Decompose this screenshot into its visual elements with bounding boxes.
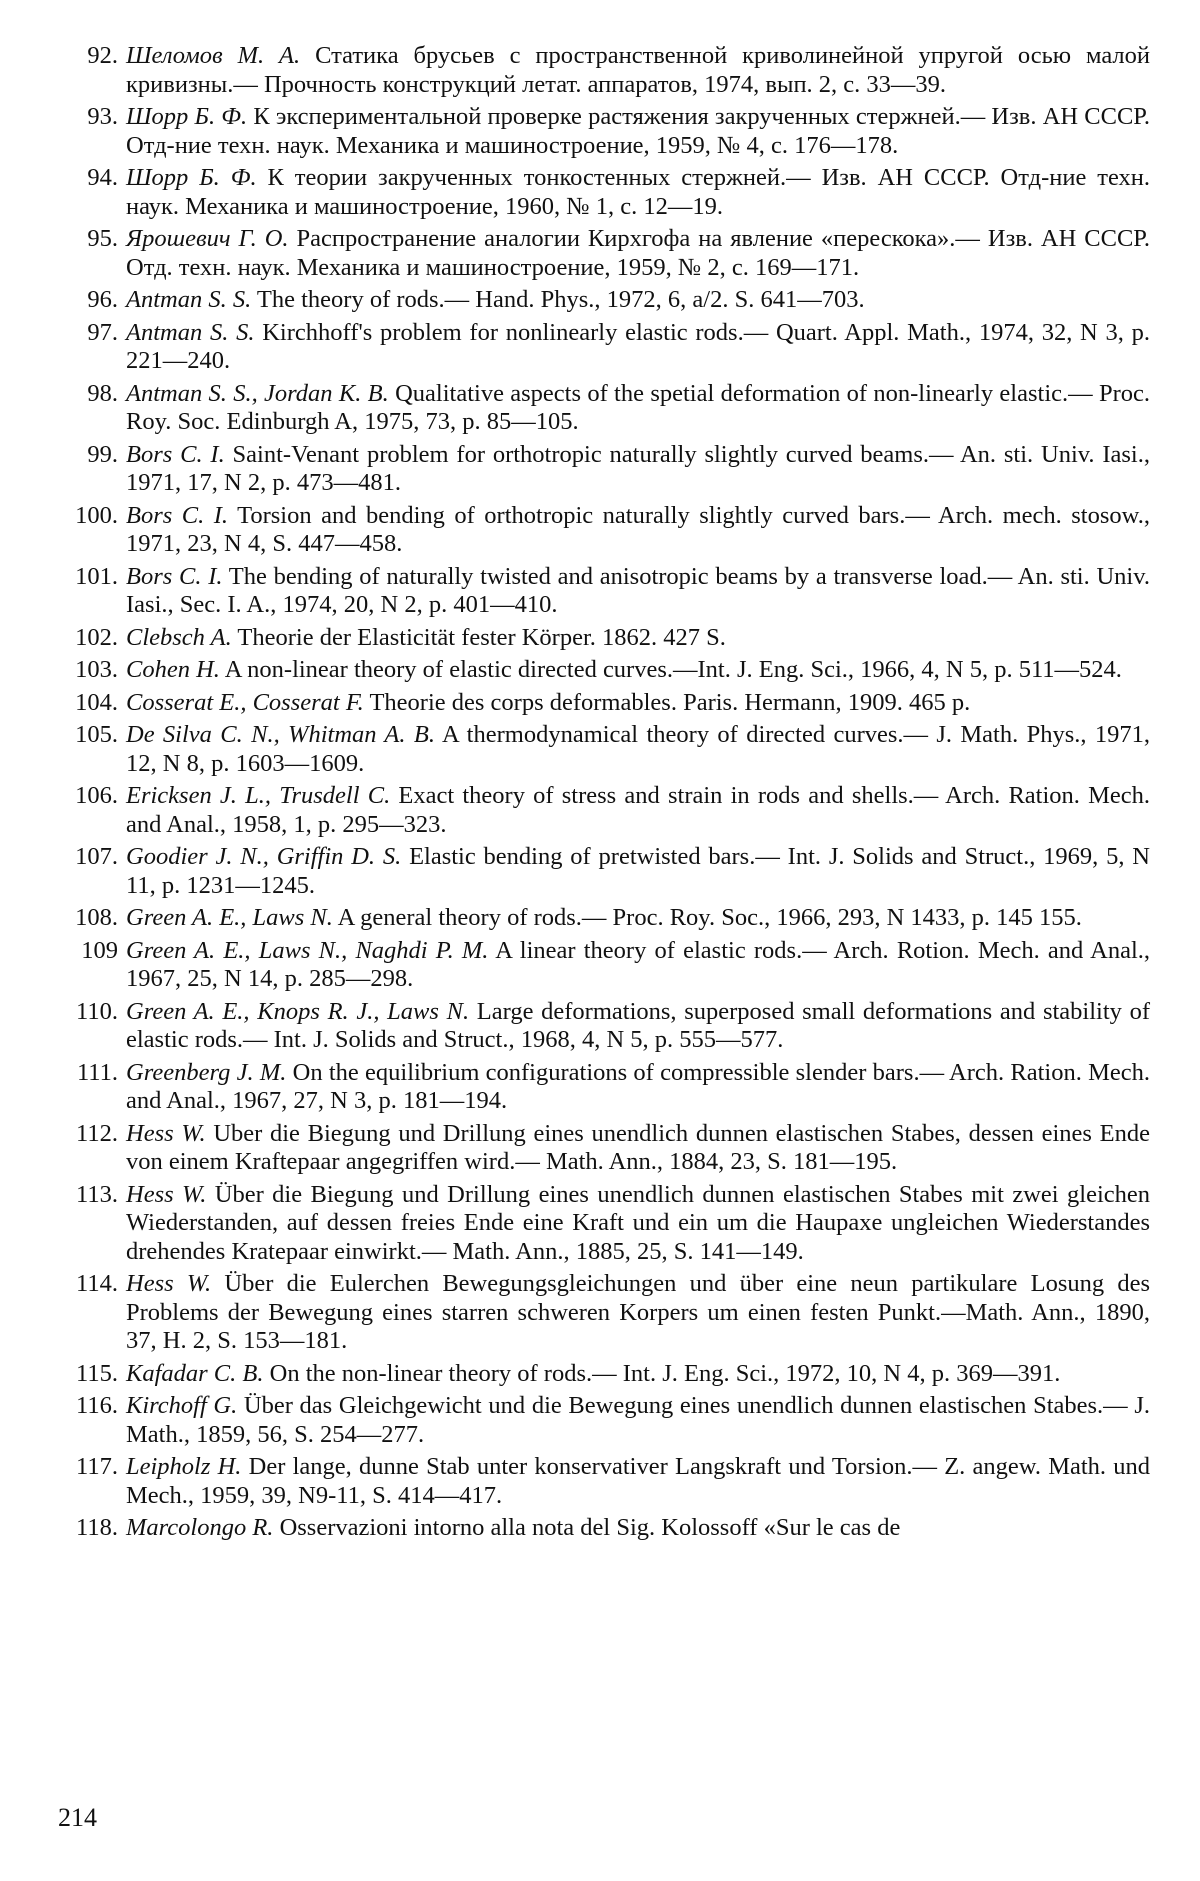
reference-number: 112.	[76, 1119, 118, 1147]
reference-text	[50, 721, 1150, 778]
reference-text	[50, 1392, 1150, 1449]
reference-author: Cohen H.	[126, 656, 220, 683]
reference-number: 118.	[76, 1514, 118, 1541]
reference-number: 97.	[87, 318, 118, 346]
reference-author: Bors C. I.	[126, 501, 229, 529]
reference-citation: The bending of naturally twisted and anisotropic beams by a transverse load.— An. sti. Univ. Iasi., Sec. I. A., 1974, 20, N 2, p. 401—410.	[126, 562, 1150, 618]
reference-number: 113.	[76, 1180, 118, 1208]
reference-text	[50, 1120, 1150, 1177]
reference-number: 105.	[75, 721, 118, 748]
reference-item	[50, 103, 1150, 160]
reference-item	[50, 380, 1150, 437]
reference-item	[50, 624, 1150, 653]
reference-citation: Elastic bending of pretwisted bars.— Int. J. Solids and Struct., 1969, 5, N 11, p. 1231—1245.	[126, 843, 1151, 899]
reference-item	[50, 441, 1150, 498]
reference-item	[50, 721, 1150, 778]
reference-text	[50, 656, 1150, 685]
reference-author: Clebsch A.	[126, 623, 232, 651]
reference-citation: Kirchhoff's problem for nonlinearly elastic rods.— Quart. Appl. Math., 1974, 32, N 3, p. 221—240.	[126, 318, 1150, 374]
reference-text	[50, 502, 1150, 559]
reference-citation: A linear theory of elastic rods.— Arch. Rotion. Mech. and Anal., 1967, 25, N 14, p. 285—298.	[126, 936, 1151, 992]
reference-citation: A general theory of rods.— Proc. Roy. Soc., 1966, 293, N 1433, p. 145 155.	[332, 904, 1082, 931]
reference-author: Goodier J. N., Griffin D. S.	[126, 843, 402, 870]
reference-text	[50, 1360, 1150, 1389]
reference-number: 107.	[75, 843, 118, 870]
reference-author: Bors C. I.	[126, 440, 225, 468]
reference-item	[50, 843, 1150, 900]
reference-item	[50, 563, 1150, 620]
reference-number: 102.	[75, 623, 118, 651]
reference-author: Шеломов М. А.	[126, 42, 301, 69]
reference-item	[50, 937, 1150, 994]
reference-citation: Large deformations, superposed small deformations and stability of elastic rods.— Int. J. Solids and Struct., 1968, 4, N 5, p. 555—577.	[126, 997, 1150, 1053]
reference-citation: Theorie des corps deformables. Paris. Hermann, 1909. 465 p.	[363, 688, 971, 716]
reference-number: 115.	[76, 1359, 118, 1387]
reference-number: 99.	[87, 440, 118, 468]
reference-author: Green A. E., Laws N.	[126, 904, 333, 931]
reference-text	[50, 689, 1150, 718]
reference-number: 96.	[87, 286, 118, 313]
reference-number: 106.	[75, 782, 118, 809]
reference-text	[50, 563, 1150, 620]
reference-citation: Über das Gleichgewicht und die Bewegung eines unendlich dunnen elastischen Stabes.— J. Math., 1859, 56, S. 254—277.	[126, 1392, 1150, 1448]
reference-text	[50, 103, 1150, 160]
reference-author: Antman S. S.	[126, 318, 255, 346]
reference-citation: Exact theory of stress and strain in rods and shells.— Arch. Ration. Mech. and Anal., 1958, 1, p. 295—323.	[126, 782, 1151, 838]
reference-author: Bors C. I.	[126, 562, 223, 590]
reference-text	[50, 380, 1150, 437]
reference-item	[50, 42, 1150, 99]
reference-text	[50, 937, 1150, 994]
reference-number: 110.	[76, 997, 118, 1025]
reference-text	[50, 998, 1150, 1055]
reference-citation: The theory of rods.— Hand. Phys., 1972, 6, a/2. S. 641—703.	[251, 286, 865, 313]
reference-number: 92.	[87, 42, 118, 69]
reference-text	[50, 1514, 1150, 1543]
reference-citation: Torsion and bending of orthotropic naturally slightly curved bars.— Arch. mech. stosow., 1971, 23, N 4, S. 447—458.	[126, 501, 1150, 557]
reference-item	[50, 904, 1150, 933]
reference-author: Marcolongo R.	[126, 1514, 274, 1541]
reference-author: Шорр Б. Ф.	[126, 164, 257, 191]
page-number: 214	[58, 1803, 97, 1832]
reference-number: 104.	[75, 688, 118, 716]
reference-text	[50, 1059, 1150, 1116]
reference-text	[50, 1453, 1150, 1510]
reference-citation: On the non-linear theory of rods.— Int. J. Eng. Sci., 1972, 10, N 4, p. 369—391.	[263, 1359, 1061, 1387]
reference-text	[50, 42, 1150, 99]
reference-item	[50, 164, 1150, 221]
reference-item	[50, 225, 1150, 282]
reference-text	[50, 1270, 1150, 1356]
reference-list	[50, 42, 1150, 1547]
reference-citation: A non-linear theory of elastic directed curves.—Int. J. Eng. Sci., 1966, 4, N 5, p. 511—524.	[219, 656, 1122, 683]
reference-item	[50, 689, 1150, 718]
reference-citation: Der lange, dunne Stab unter konservativer Langskraft und Torsion.— Z. angew. Math. und Mech., 1959, 39, N9-11, S. 414—417.	[126, 1453, 1150, 1509]
reference-author: Kafadar C. B.	[126, 1359, 264, 1387]
reference-citation: Über die Biegung und Drillung eines unendlich dunnen elastischen Stabes mit zwei gleichen Wiederstanden, auf dessen freies Ende eine Kraft und ein um die Haupaxe ungleichen Wiederstandes drehendes Kratepaar einwirkt.— Math. Ann., 1885, 25, S. 141—149.	[126, 1180, 1151, 1265]
reference-number: 95.	[87, 225, 118, 252]
reference-citation: Uber die Biegung und Drillung eines unendlich dunnen elastischen Stabes, dessen eines Ende von einem Kraftepaar angegriffen wird.— Math. Ann., 1884, 23, S. 181—195.	[126, 1119, 1151, 1175]
reference-author: Leipholz H.	[126, 1453, 242, 1480]
reference-item	[50, 1059, 1150, 1116]
reference-text	[50, 1181, 1150, 1267]
reference-number: 114.	[76, 1270, 118, 1297]
reference-citation: К экспериментальной проверке растяжения закрученных стержней.— Изв. АН СССР. Отд-ние техн. наук. Механика и машиностроение, 1959, № 4, с. 176—178.	[126, 103, 1150, 159]
reference-author: Antman S. S.	[126, 286, 252, 313]
reference-number: 116.	[76, 1392, 118, 1419]
reference-number: 100.	[75, 501, 118, 529]
reference-citation: A thermodynamical theory of directed curves.— J. Math. Phys., 1971, 12, N 8, p. 1603—1609.	[126, 721, 1150, 777]
reference-item	[50, 502, 1150, 559]
reference-number: 117.	[76, 1453, 118, 1480]
reference-item	[50, 1120, 1150, 1177]
reference-citation: Über die Eulerchen Bewegungsgleichungen und über eine neun partikulare Losung des Problems der Bewegung eines starren schweren Korpers um einen festen Punkt.—Math. Ann., 1890, 37, H. 2, S. 153—181.	[126, 1270, 1151, 1354]
reference-citation: Saint-Venant problem for orthotropic naturally slightly curved beams.— An. sti. Univ. Iasi., 1971, 17, N 2, p. 473—481.	[126, 440, 1150, 496]
reference-author: Green A. E., Knops R. J., Laws N.	[126, 997, 470, 1025]
reference-item	[50, 998, 1150, 1055]
reference-number: 93.	[87, 103, 118, 130]
reference-number: 103.	[75, 656, 118, 683]
reference-number: 109	[81, 936, 118, 964]
reference-item	[50, 656, 1150, 685]
reference-text	[50, 782, 1150, 839]
reference-text	[50, 441, 1150, 498]
reference-author: Hess W.	[126, 1119, 206, 1147]
reference-text	[50, 286, 1150, 315]
reference-text	[50, 843, 1150, 900]
reference-author: Cosserat E., Cosserat F.	[126, 688, 364, 716]
reference-citation: Qualitative aspects of the spetial deformation of non-linearly elastic.— Proc. Roy. Soc. Edinburgh A, 1975, 73, p. 85—105.	[126, 379, 1150, 435]
reference-number: 101.	[75, 562, 118, 590]
reference-author: Kirchoff G.	[126, 1392, 238, 1419]
reference-citation: Theorie der Elasticität fester Körper. 1862. 427 S.	[231, 623, 726, 651]
reference-author: Green A. E., Laws N., Naghdi P. M.	[126, 936, 489, 964]
reference-item	[50, 1181, 1150, 1267]
reference-number: 108.	[75, 904, 118, 931]
reference-citation: К теории закрученных тонкостенных стержней.— Изв. АН СССР. Отд-ние техн. наук. Механика и машиностроение, 1960, № 1, с. 12—19.	[126, 164, 1150, 220]
reference-citation: Статика брусьев с пространственной криволинейной упругой осью малой кривизны.— Прочность конструкций летат. аппаратов, 1974, вып. 2, с. 33—39.	[126, 42, 1150, 98]
reference-author: Hess W.	[126, 1180, 207, 1208]
reference-text	[50, 164, 1150, 221]
reference-citation: On the equilibrium configurations of compressible slender bars.— Arch. Ration. Mech. and Anal., 1967, 27, N 3, p. 181—194.	[126, 1058, 1150, 1114]
reference-author: De Silva C. N., Whitman A. B.	[126, 721, 435, 748]
reference-text	[50, 319, 1150, 376]
reference-number: 98.	[87, 379, 118, 407]
reference-item	[50, 1392, 1150, 1449]
reference-number: 111.	[76, 1058, 118, 1086]
reference-text	[50, 904, 1150, 933]
reference-item	[50, 319, 1150, 376]
reference-citation: Распространение аналогии Кирхгофа на явление «перескока».— Изв. АН СССР. Отд. техн. наук. Механика и машиностроение, 1959, № 2, с. 169—171.	[126, 225, 1150, 281]
reference-citation: Osservazioni intorno alla nota del Sig. Kolossoff «Sur le cas de	[273, 1514, 901, 1541]
reference-author: Ericksen J. L., Trusdell C.	[126, 782, 391, 809]
reference-item	[50, 1360, 1150, 1389]
reference-text	[50, 624, 1150, 653]
reference-author: Greenberg J. M.	[126, 1058, 287, 1086]
reference-author: Шорр Б. Ф.	[126, 103, 248, 130]
reference-item	[50, 782, 1150, 839]
reference-author: Ярошевич Г. О.	[126, 225, 289, 252]
reference-item	[50, 1270, 1150, 1356]
reference-number: 94.	[87, 164, 118, 191]
reference-author: Antman S. S., Jordan K. B.	[126, 379, 389, 407]
reference-author: Hess W.	[126, 1270, 212, 1297]
reference-item	[50, 1453, 1150, 1510]
reference-text	[50, 225, 1150, 282]
reference-item	[50, 286, 1150, 315]
reference-item	[50, 1514, 1150, 1543]
